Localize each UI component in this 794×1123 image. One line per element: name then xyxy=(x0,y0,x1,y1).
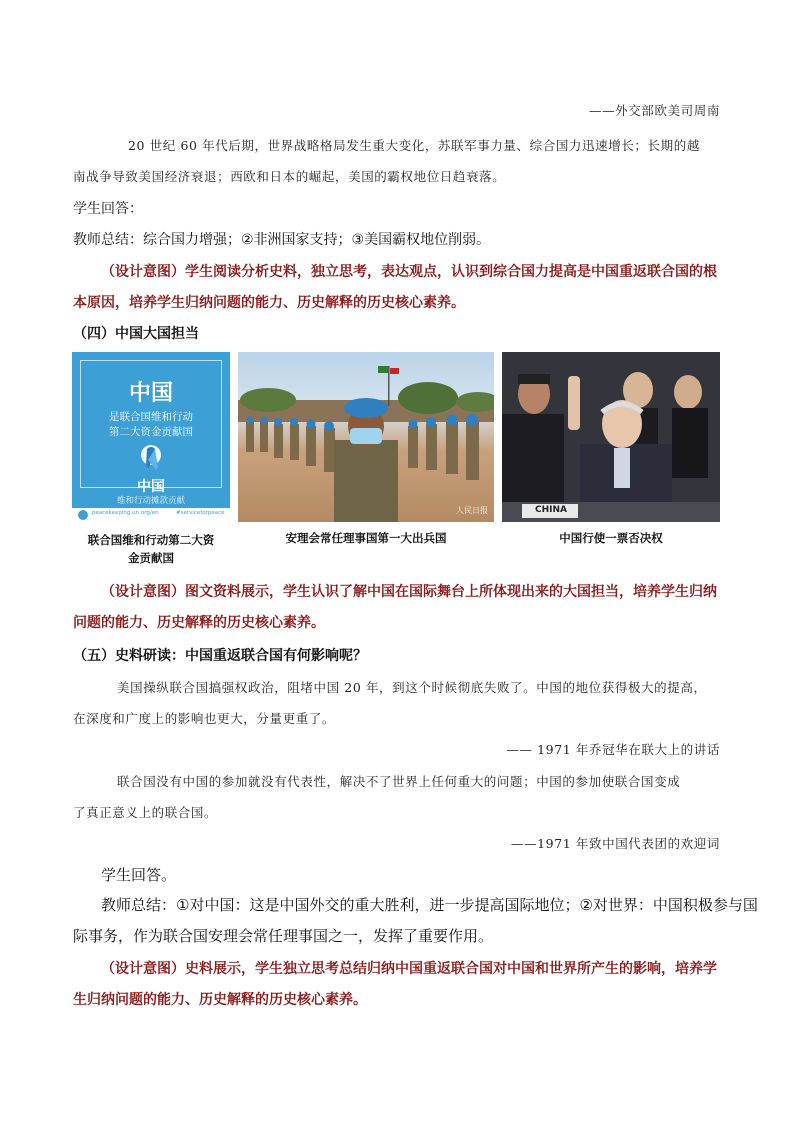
student-answer: 学生回答： xyxy=(73,201,143,217)
poster-subtitle: 中国 xyxy=(137,479,165,495)
paragraph-line: 南战争导致美国经济衰退；西欧和日本的崛起，美国的霸权地位日趋衰落。 xyxy=(73,169,506,184)
teacher-summary: 教师总结：①对中国：这是中国外交的重大胜利，进一步提高国际地位；②对世界：中国积极参与国 xyxy=(101,896,758,914)
design-intent: （设计意图）学生阅读分析史料，独立思考，表达观点，认识到综合国力提高是中国重返联合国的根 xyxy=(101,264,717,280)
security-council-vote-photo xyxy=(502,352,720,522)
quote-line: 联合国没有中国的参加就没有代表性，解决不了世界上任何重大的问题；中国的参加使联合国变成 xyxy=(117,774,681,789)
paragraph-line: 20 世纪 60 年代后期，世界战略格局发生重大变化，苏联军事力量、综合国力迅速增长；长期的越 xyxy=(128,138,700,153)
design-intent: （设计意图）图文资料展示，学生认识了解中国在国际舞台上所体现出来的大国担当，培养学生归纳 xyxy=(101,584,717,600)
quote-line: 了真正意义上的联合国。 xyxy=(73,805,218,820)
section-heading: （四）中国大国担当 xyxy=(73,326,199,342)
design-intent: （设计意图）史料展示，学生独立思考总结归纳中国重返联合国对中国和世界所产生的影响，培养学 xyxy=(101,961,717,977)
poster-subtext: 维和行动摊款贡献 xyxy=(116,496,185,506)
image-caption: 安理会常任理事国第一大出兵国 xyxy=(285,531,447,545)
quote-line: 美国操纵联合国搞强权政治，阻堵中国 20 年，到这个时候彻底失败了。中国的地位获得极大的提高， xyxy=(117,680,707,695)
design-intent: 本原因，培养学生归纳问题的能力、历史解释的历史核心素养。 xyxy=(73,295,465,311)
image-caption: 金贡献国 xyxy=(128,551,174,565)
design-intent: 问题的能力、历史解释的历史核心素养。 xyxy=(73,615,325,631)
attribution-zhounan: ——外交部欧美司周南 xyxy=(588,103,720,118)
teacher-summary: 教师总结：综合国力增强；②非洲国家支持；③美国霸权地位削弱。 xyxy=(73,232,491,248)
quote-line: 在深度和广度上的影响也更大，分量更重了。 xyxy=(73,711,336,726)
poster-title: 中国 xyxy=(128,381,173,406)
quote-attribution: —— 1971 年乔冠华在联大上的讲话 xyxy=(506,742,720,757)
design-intent: 生归纳问题的能力、历史解释的历史核心素养。 xyxy=(73,992,367,1008)
un-peacekeeping-poster xyxy=(72,352,230,522)
photo-watermark: 人民日报 xyxy=(456,506,488,515)
student-answer: 学生回答。 xyxy=(101,866,177,884)
image-caption: 中国行使一票否决权 xyxy=(559,531,663,545)
un-logo-icon xyxy=(78,510,88,520)
peacekeepers-photo xyxy=(238,352,494,522)
section-heading: （五）史料研读：中国重返联合国有何影响呢？ xyxy=(73,648,367,664)
image-caption: 联合国维和行动第二大资 xyxy=(87,533,215,547)
poster-footer-text: #serviceforpeace xyxy=(176,510,225,516)
teacher-summary: 际事务，作为联合国安理会常任理事国之一，发挥了重要作用。 xyxy=(73,927,494,945)
poster-line: 第二大资金贡献国 xyxy=(109,426,193,438)
ribbon-icon xyxy=(138,444,164,474)
nameplate: CHINA xyxy=(535,505,567,515)
poster-line: 是联合国维和行动 xyxy=(109,411,193,423)
quote-attribution: ——1971 年致中国代表团的欢迎词 xyxy=(510,836,720,851)
poster-footer-text: peacekeeping.un.org/en xyxy=(92,510,159,516)
